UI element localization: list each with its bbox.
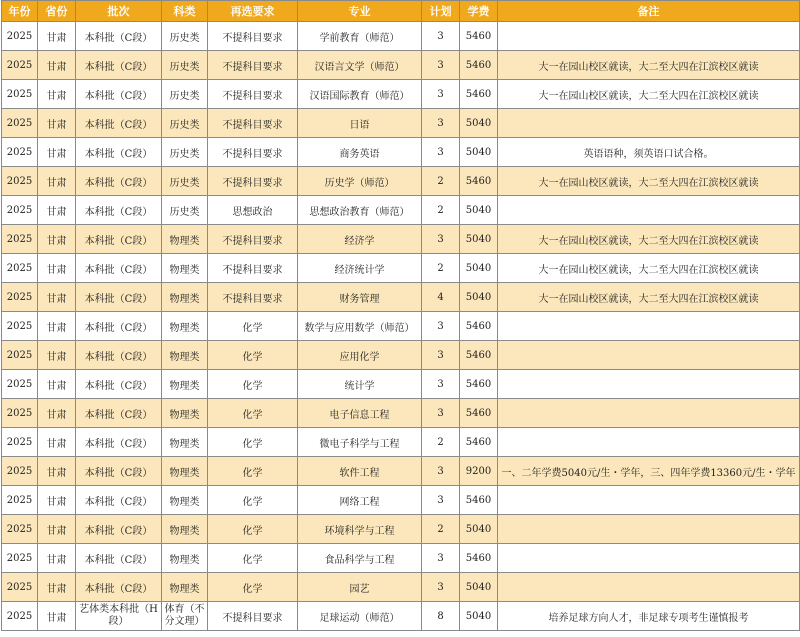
- cell-category: 物理类: [162, 428, 208, 457]
- cell-tuition: 5040: [460, 573, 498, 602]
- cell-tuition: 5040: [460, 225, 498, 254]
- cell-notes: [498, 515, 800, 544]
- cell-plan: 3: [422, 341, 460, 370]
- cell-major: 足球运动（师范）: [298, 602, 422, 631]
- cell-province: 甘肃: [38, 254, 76, 283]
- cell-province: 甘肃: [38, 167, 76, 196]
- cell-year: 2025: [2, 341, 38, 370]
- cell-year: 2025: [2, 573, 38, 602]
- cell-plan: 2: [422, 515, 460, 544]
- cell-plan: 2: [422, 167, 460, 196]
- cell-year: 2025: [2, 370, 38, 399]
- cell-plan: 2: [422, 196, 460, 225]
- cell-province: 甘肃: [38, 196, 76, 225]
- cell-tuition: 5460: [460, 486, 498, 515]
- cell-category: 物理类: [162, 312, 208, 341]
- cell-category: 体育（不分文理）: [162, 602, 208, 631]
- cell-subject-requirement: 不提科目要求: [208, 283, 298, 312]
- cell-notes: 大一在园山校区就读，大二至大四在江滨校区就读: [498, 167, 800, 196]
- cell-notes: 大一在园山校区就读，大二至大四在江滨校区就读: [498, 283, 800, 312]
- cell-batch: 本科批（C段）: [76, 138, 162, 167]
- cell-major: 电子信息工程: [298, 399, 422, 428]
- cell-tuition: 5460: [460, 370, 498, 399]
- cell-subject-requirement: 思想政治: [208, 196, 298, 225]
- cell-notes: 培养足球方向人才，非足球专项考生谨慎报考: [498, 602, 800, 631]
- cell-province: 甘肃: [38, 573, 76, 602]
- cell-year: 2025: [2, 225, 38, 254]
- table-row: [2, 51, 800, 80]
- cell-subject-requirement: 不提科目要求: [208, 138, 298, 167]
- cell-batch: 本科批（C段）: [76, 196, 162, 225]
- cell-notes: [498, 544, 800, 573]
- cell-tuition: 5460: [460, 22, 498, 51]
- cell-province: 甘肃: [38, 80, 76, 109]
- cell-major: 学前教育（师范）: [298, 22, 422, 51]
- cell-notes: 一、二年学费5040元/生・学年，三、四年学费13360元/生・学年: [498, 457, 800, 486]
- table-row: [2, 544, 800, 573]
- cell-plan: 3: [422, 573, 460, 602]
- cell-plan: 2: [422, 254, 460, 283]
- cell-notes: 英语语种，须英语口试合格。: [498, 138, 800, 167]
- cell-subject-requirement: 化学: [208, 515, 298, 544]
- cell-notes: 大一在园山校区就读，大二至大四在江滨校区就读: [498, 225, 800, 254]
- header-tuition: 学费: [460, 1, 498, 22]
- cell-province: 甘肃: [38, 109, 76, 138]
- cell-year: 2025: [2, 283, 38, 312]
- cell-category: 历史类: [162, 196, 208, 225]
- cell-category: 历史类: [162, 51, 208, 80]
- cell-notes: [498, 196, 800, 225]
- cell-notes: [498, 428, 800, 457]
- cell-plan: 3: [422, 80, 460, 109]
- cell-tuition: 5460: [460, 51, 498, 80]
- cell-tuition: 9200: [460, 457, 498, 486]
- cell-major: 商务英语: [298, 138, 422, 167]
- cell-major: 数学与应用数学（师范）: [298, 312, 422, 341]
- cell-batch: 本科批（C段）: [76, 51, 162, 80]
- cell-category: 历史类: [162, 167, 208, 196]
- cell-plan: 3: [422, 486, 460, 515]
- header-batch: 批次: [76, 1, 162, 22]
- header-notes: 备注: [498, 1, 800, 22]
- cell-plan: 2: [422, 428, 460, 457]
- cell-tuition: 5460: [460, 341, 498, 370]
- cell-tuition: 5040: [460, 515, 498, 544]
- cell-category: 物理类: [162, 341, 208, 370]
- cell-major: 历史学（师范）: [298, 167, 422, 196]
- cell-tuition: 5460: [460, 399, 498, 428]
- header-plan: 计划: [422, 1, 460, 22]
- cell-major: 应用化学: [298, 341, 422, 370]
- cell-category: 物理类: [162, 573, 208, 602]
- cell-year: 2025: [2, 544, 38, 573]
- cell-notes: [498, 22, 800, 51]
- header-year: 年份: [2, 1, 38, 22]
- table-row: [2, 341, 800, 370]
- cell-batch: 本科批（C段）: [76, 515, 162, 544]
- table-row: [2, 167, 800, 196]
- cell-batch: 本科批（C段）: [76, 254, 162, 283]
- cell-province: 甘肃: [38, 515, 76, 544]
- cell-plan: 3: [422, 370, 460, 399]
- cell-subject-requirement: 不提科目要求: [208, 51, 298, 80]
- cell-batch: 本科批（C段）: [76, 457, 162, 486]
- cell-category: 物理类: [162, 544, 208, 573]
- table-row: [2, 428, 800, 457]
- cell-major: 园艺: [298, 573, 422, 602]
- cell-province: 甘肃: [38, 225, 76, 254]
- table-row: [2, 254, 800, 283]
- cell-batch: 本科批（C段）: [76, 544, 162, 573]
- table-row: [2, 109, 800, 138]
- cell-notes: [498, 573, 800, 602]
- header-row: [2, 1, 800, 22]
- cell-province: 甘肃: [38, 399, 76, 428]
- cell-tuition: 5460: [460, 167, 498, 196]
- cell-province: 甘肃: [38, 51, 76, 80]
- cell-year: 2025: [2, 428, 38, 457]
- cell-province: 甘肃: [38, 428, 76, 457]
- cell-notes: 大一在园山校区就读，大二至大四在江滨校区就读: [498, 254, 800, 283]
- cell-category: 历史类: [162, 138, 208, 167]
- cell-tuition: 5040: [460, 602, 498, 631]
- admission-plan-table: [1, 0, 800, 631]
- cell-year: 2025: [2, 196, 38, 225]
- table-row: [2, 399, 800, 428]
- cell-subject-requirement: 不提科目要求: [208, 167, 298, 196]
- cell-notes: [498, 370, 800, 399]
- cell-major: 汉语国际教育（师范）: [298, 80, 422, 109]
- cell-tuition: 5460: [460, 428, 498, 457]
- cell-major: 经济统计学: [298, 254, 422, 283]
- cell-tuition: 5040: [460, 196, 498, 225]
- cell-subject-requirement: 化学: [208, 341, 298, 370]
- cell-tuition: 5460: [460, 312, 498, 341]
- cell-category: 历史类: [162, 22, 208, 51]
- cell-subject-requirement: 化学: [208, 428, 298, 457]
- cell-plan: 3: [422, 138, 460, 167]
- cell-year: 2025: [2, 602, 38, 631]
- cell-year: 2025: [2, 22, 38, 51]
- cell-batch: 本科批（C段）: [76, 428, 162, 457]
- cell-subject-requirement: 化学: [208, 370, 298, 399]
- cell-subject-requirement: 不提科目要求: [208, 225, 298, 254]
- cell-tuition: 5460: [460, 544, 498, 573]
- cell-year: 2025: [2, 457, 38, 486]
- cell-batch: 本科批（C段）: [76, 283, 162, 312]
- cell-tuition: 5460: [460, 80, 498, 109]
- cell-major: 汉语言文学（师范）: [298, 51, 422, 80]
- cell-subject-requirement: 不提科目要求: [208, 109, 298, 138]
- cell-plan: 3: [422, 225, 460, 254]
- cell-notes: [498, 109, 800, 138]
- table-row: [2, 80, 800, 109]
- cell-major: 网络工程: [298, 486, 422, 515]
- cell-subject-requirement: 不提科目要求: [208, 602, 298, 631]
- cell-plan: 4: [422, 283, 460, 312]
- cell-year: 2025: [2, 486, 38, 515]
- table-row: [2, 225, 800, 254]
- cell-major: 经济学: [298, 225, 422, 254]
- cell-batch: 本科批（C段）: [76, 109, 162, 138]
- cell-plan: 3: [422, 312, 460, 341]
- cell-plan: 3: [422, 399, 460, 428]
- cell-plan: 3: [422, 51, 460, 80]
- table-row: [2, 486, 800, 515]
- cell-province: 甘肃: [38, 602, 76, 631]
- cell-major: 财务管理: [298, 283, 422, 312]
- cell-plan: 8: [422, 602, 460, 631]
- cell-year: 2025: [2, 167, 38, 196]
- cell-province: 甘肃: [38, 457, 76, 486]
- table-row: [2, 573, 800, 602]
- cell-category: 物理类: [162, 399, 208, 428]
- cell-year: 2025: [2, 254, 38, 283]
- cell-major: 环境科学与工程: [298, 515, 422, 544]
- cell-notes: 大一在园山校区就读，大二至大四在江滨校区就读: [498, 51, 800, 80]
- table-row: [2, 457, 800, 486]
- cell-subject-requirement: 不提科目要求: [208, 254, 298, 283]
- cell-category: 物理类: [162, 283, 208, 312]
- cell-province: 甘肃: [38, 370, 76, 399]
- cell-province: 甘肃: [38, 486, 76, 515]
- header-province: 省份: [38, 1, 76, 22]
- cell-notes: [498, 486, 800, 515]
- cell-province: 甘肃: [38, 341, 76, 370]
- cell-subject-requirement: 化学: [208, 312, 298, 341]
- cell-notes: 大一在园山校区就读，大二至大四在江滨校区就读: [498, 80, 800, 109]
- cell-batch: 本科批（C段）: [76, 486, 162, 515]
- cell-batch: 本科批（C段）: [76, 341, 162, 370]
- cell-province: 甘肃: [38, 22, 76, 51]
- cell-plan: 3: [422, 22, 460, 51]
- cell-plan: 3: [422, 544, 460, 573]
- cell-province: 甘肃: [38, 312, 76, 341]
- cell-subject-requirement: 化学: [208, 573, 298, 602]
- cell-major: 食品科学与工程: [298, 544, 422, 573]
- cell-province: 甘肃: [38, 283, 76, 312]
- cell-tuition: 5040: [460, 283, 498, 312]
- cell-major: 日语: [298, 109, 422, 138]
- cell-plan: 3: [422, 457, 460, 486]
- cell-category: 物理类: [162, 457, 208, 486]
- cell-tuition: 5040: [460, 138, 498, 167]
- cell-subject-requirement: 不提科目要求: [208, 80, 298, 109]
- table-row: [2, 312, 800, 341]
- cell-batch: 本科批（C段）: [76, 22, 162, 51]
- cell-batch: 本科批（C段）: [76, 312, 162, 341]
- cell-category: 历史类: [162, 80, 208, 109]
- cell-year: 2025: [2, 138, 38, 167]
- cell-subject-requirement: 化学: [208, 457, 298, 486]
- cell-year: 2025: [2, 399, 38, 428]
- cell-batch: 本科批（C段）: [76, 370, 162, 399]
- table-row: [2, 283, 800, 312]
- cell-major: 思想政治教育（师范）: [298, 196, 422, 225]
- cell-category: 历史类: [162, 109, 208, 138]
- cell-subject-requirement: 化学: [208, 399, 298, 428]
- header-major: 专业: [298, 1, 422, 22]
- cell-notes: [498, 341, 800, 370]
- cell-notes: [498, 399, 800, 428]
- cell-year: 2025: [2, 312, 38, 341]
- table-row: [2, 196, 800, 225]
- cell-subject-requirement: 化学: [208, 544, 298, 573]
- cell-plan: 3: [422, 109, 460, 138]
- cell-year: 2025: [2, 51, 38, 80]
- cell-tuition: 5040: [460, 109, 498, 138]
- cell-category: 物理类: [162, 225, 208, 254]
- cell-batch: 本科批（C段）: [76, 399, 162, 428]
- table-body: [2, 22, 800, 631]
- table-row: [2, 138, 800, 167]
- cell-year: 2025: [2, 515, 38, 544]
- cell-year: 2025: [2, 80, 38, 109]
- cell-major: 统计学: [298, 370, 422, 399]
- cell-province: 甘肃: [38, 544, 76, 573]
- header-subject-requirement: 再选要求: [208, 1, 298, 22]
- header-category: 科类: [162, 1, 208, 22]
- cell-subject-requirement: 化学: [208, 486, 298, 515]
- cell-batch: 本科批（C段）: [76, 80, 162, 109]
- cell-province: 甘肃: [38, 138, 76, 167]
- cell-category: 物理类: [162, 370, 208, 399]
- cell-major: 软件工程: [298, 457, 422, 486]
- cell-subject-requirement: 不提科目要求: [208, 22, 298, 51]
- table-row: [2, 515, 800, 544]
- table-row: [2, 22, 800, 51]
- cell-batch: 本科批（C段）: [76, 225, 162, 254]
- cell-batch: 本科批（C段）: [76, 573, 162, 602]
- cell-notes: [498, 312, 800, 341]
- table-row: [2, 602, 800, 631]
- cell-category: 物理类: [162, 515, 208, 544]
- cell-batch: 艺体类本科批（H段）: [76, 602, 162, 631]
- cell-batch: 本科批（C段）: [76, 167, 162, 196]
- table-row: [2, 370, 800, 399]
- cell-tuition: 5040: [460, 254, 498, 283]
- cell-category: 物理类: [162, 486, 208, 515]
- cell-year: 2025: [2, 109, 38, 138]
- cell-category: 物理类: [162, 254, 208, 283]
- cell-major: 微电子科学与工程: [298, 428, 422, 457]
